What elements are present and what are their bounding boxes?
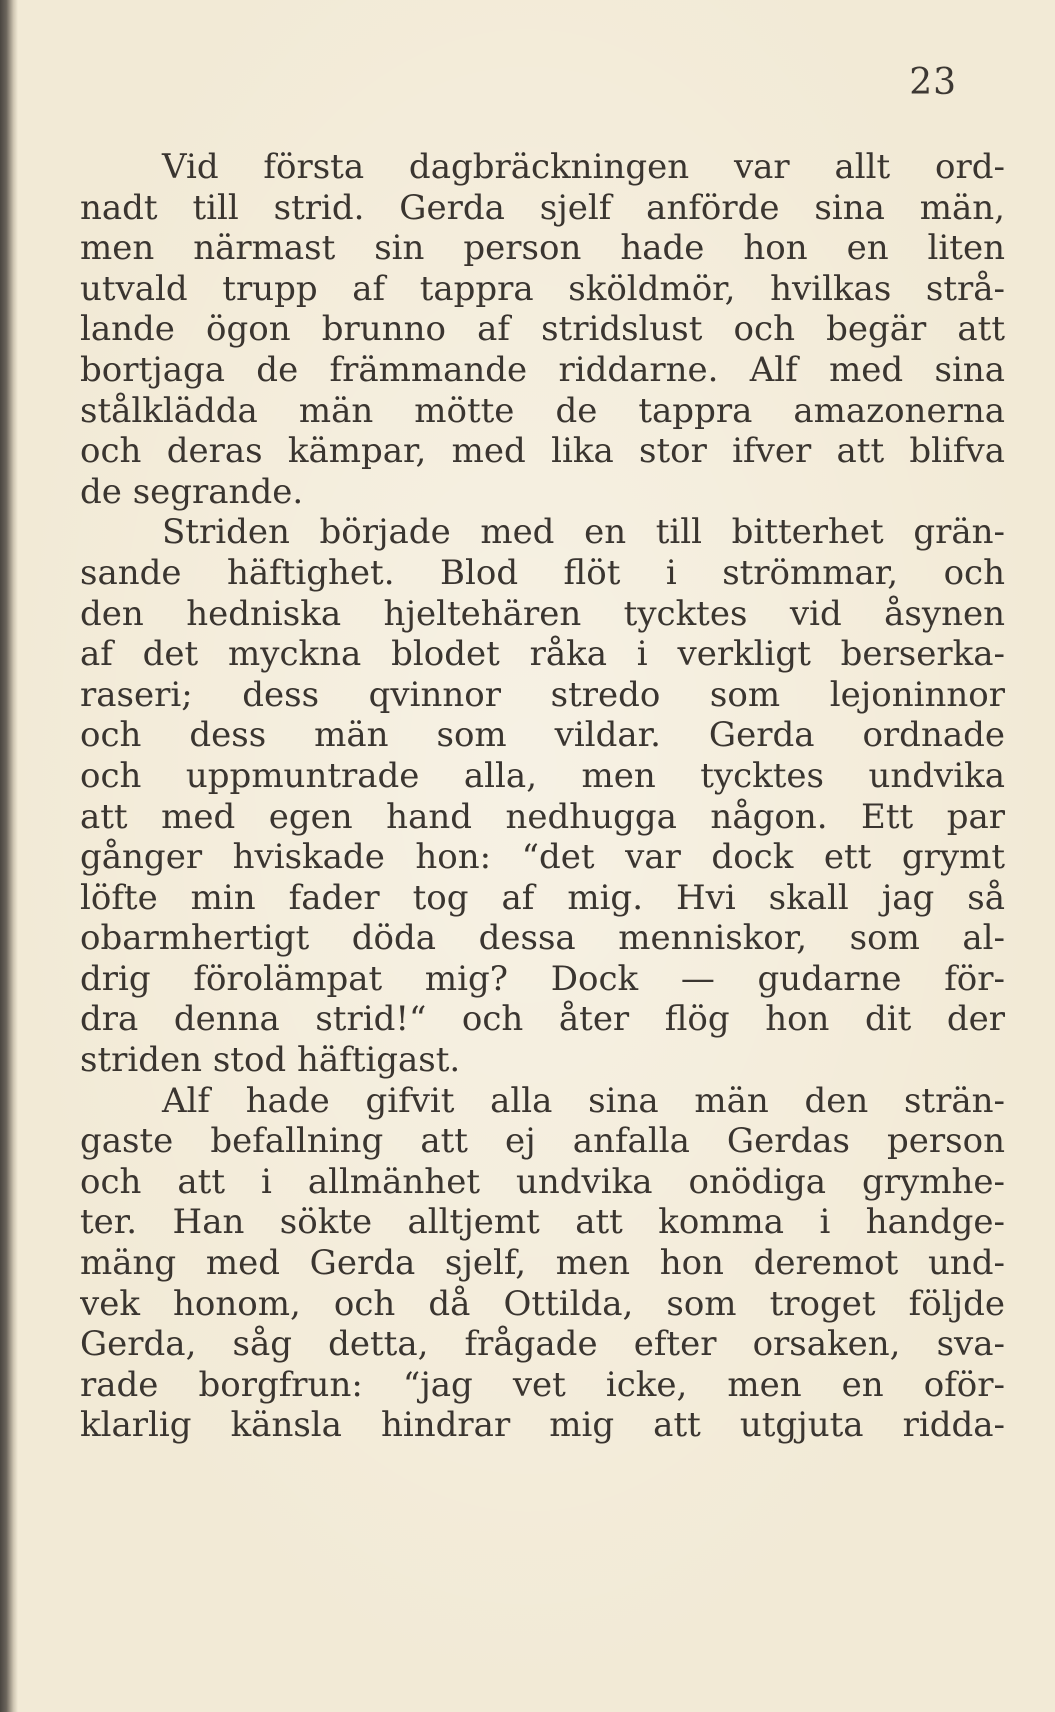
text-line: och deras kämpar, med lika stor ifver att blifva [80,431,1005,472]
text-line: löfte min fader tog af mig. Hvi skall jag så [80,877,1005,918]
text-line: lande ögon brunno af stridslust och begär att [80,309,1005,350]
text-line: rade borgfrun: “jag vet icke, men en oför- [80,1364,1005,1405]
text-line: de segrande. [80,471,304,512]
text-line: utvald trupp af tappra sköldmör, hvilkas strå- [80,268,1005,309]
text-line: striden stod häftigast. [80,1040,461,1081]
text-line: stålklädda män mötte de tappra amazonerna [80,390,1005,431]
text-line: gånger hviskade hon: “det var dock ett grymt [80,837,1005,878]
body-text [80,147,1005,1446]
page-number: 23 [909,62,957,103]
text-line: ter. Han sökte alltjemt att komma i handge- [80,1202,1005,1243]
text-line: den hedniska hjeltehären tycktes vid åsynen [80,593,1005,634]
text-line: bortjaga de främmande riddarne. Alf med sina [80,349,1005,390]
text-line: och uppmuntrade alla, men tycktes undvika [80,755,1005,796]
page-gutter [0,0,18,1712]
text-line: dra denna strid!“ och åter flög hon dit der [80,999,1005,1040]
text-line: att med egen hand nedhugga någon. Ett par [80,796,1005,837]
text-line: mäng med Gerda sjelf, men hon deremot und- [80,1243,1005,1284]
text-line: raseri; dess qvinnor stredo som lejoninnor [80,674,1005,715]
text-line: Alf hade gifvit alla sina män den strän- [162,1080,1005,1121]
text-line: Striden började med en till bitterhet grän- [162,512,1005,553]
text-line: Gerda, såg detta, frågade efter orsaken, sva- [80,1324,1005,1365]
text-line: drig förolämpat mig? Dock — gudarne för- [80,958,1005,999]
text-line: sande häftighet. Blod flöt i strömmar, och [80,552,1005,593]
text-line: Vid första dagbräckningen var allt ord- [162,147,1005,187]
text-line: men närmast sin person hade hon en liten [80,228,1005,269]
text-line: nadt till strid. Gerda sjelf anförde sina män, [80,187,1005,228]
text-line: och att i allmänhet undvika onödiga grymhe- [80,1161,1005,1202]
text-line: vek honom, och då Ottilda, som troget följde [80,1283,1005,1324]
text-line: och dess män som vildar. Gerda ordnade [80,715,1005,756]
text-line: obarmhertigt döda dessa menniskor, som al- [80,918,1005,959]
text-line: klarlig känsla hindrar mig att utgjuta ridda- [80,1405,1005,1446]
text-line: af det myckna blodet råka i verkligt berserka- [80,634,1005,675]
text-line: gaste befallning att ej anfalla Gerdas person [80,1121,1005,1162]
